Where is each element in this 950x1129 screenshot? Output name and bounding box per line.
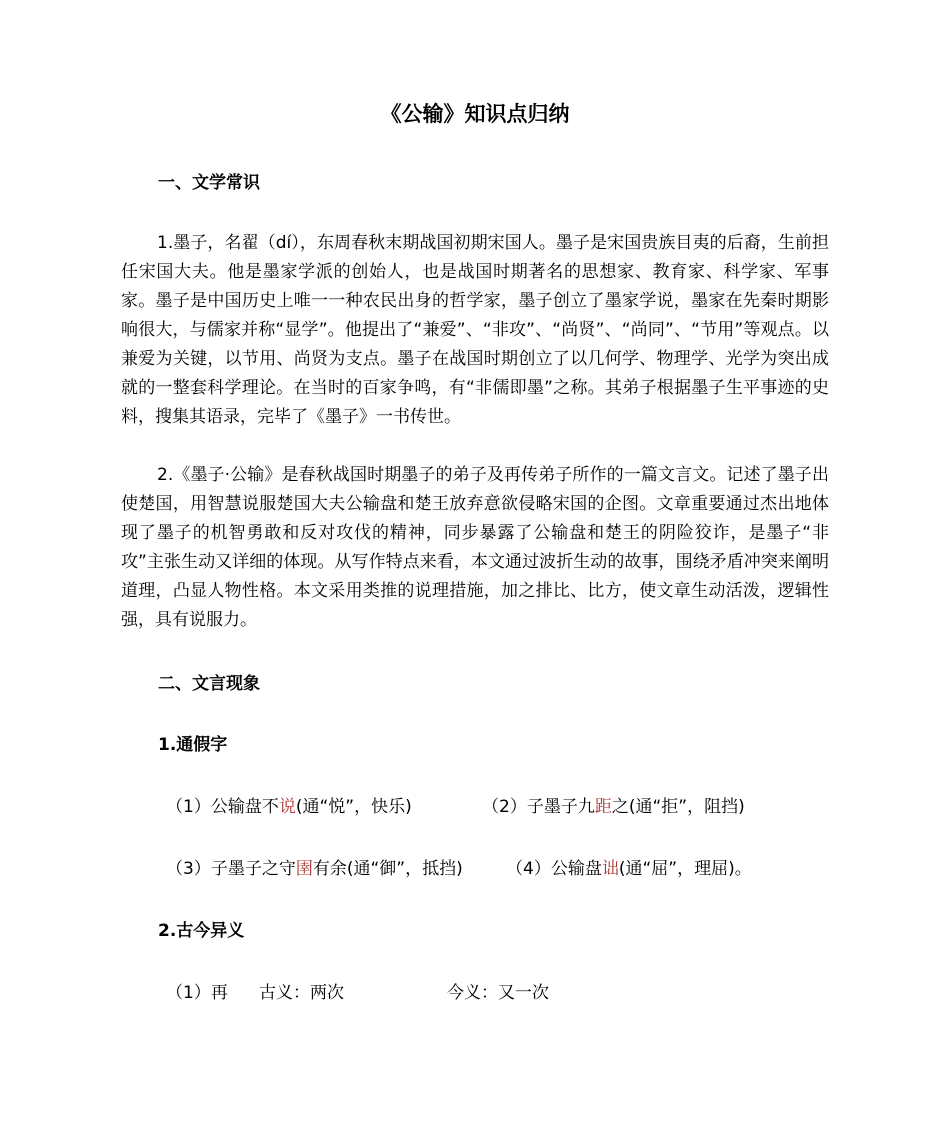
tongjiazi-item-2 (482, 794, 745, 820)
gujinyiyi-row-1 (166, 980, 549, 1006)
item-text: （3）子墨子之守 (166, 859, 296, 879)
highlight-char: 说 (278, 797, 296, 817)
tongjiazi-item-3 (166, 856, 506, 882)
tongjiazi-item-1 (166, 794, 482, 820)
item-note: 有余(通“御”，抵挡) (312, 859, 463, 879)
section-heading-classical: 二、文言现象 (158, 674, 260, 694)
tongjiazi-row-1 (166, 794, 745, 820)
highlight-char: 诎 (601, 859, 619, 879)
item-text: （1）公输盘不 (166, 797, 279, 817)
tongjiazi-row-2 (166, 856, 752, 882)
subheading-gujinyiyi: 2.古今异义 (158, 921, 245, 941)
page-title: 《公输》知识点归纳 (380, 102, 570, 126)
gujin-modern-meaning: 今义：又一次 (447, 983, 549, 1003)
subheading-tongjiazi: 1.通假字 (158, 735, 228, 755)
highlight-char: 圉 (295, 859, 313, 879)
tongjiazi-item-4 (506, 856, 752, 882)
gujin-ancient-meaning: 古义：两次 (259, 983, 344, 1003)
highlight-char: 距 (594, 797, 612, 817)
gujin-word: （1）再 (166, 983, 228, 1003)
item-text: （4）公输盘 (506, 859, 602, 879)
paragraph-gongshu-summary: 2.《墨子·公输》是春秋战国时期墨子的弟子及再传弟子所作的一篇文言文。记述了墨子出使楚国，用智慧说服楚国大夫公输盘和楚王放弃意欲侵略宋国的企图。文章重要通过杰出地体现了墨子的机智勇敢和反对攻伐的精神，同步暴露了公输盘和楚王的阴险狡诈，是墨子“非攻”主张生动又详细的体现。从写作特点来看，本文通过波折生动的故事，围绕矛盾冲突来阐明道理，凸显人物性格。本文采用类推的说理措施，加之排比、比方，使文章生动活泼，逻辑性强，具有说服力。 (121, 465, 829, 630)
paragraph-mozi-bio: 1.墨子，名翟（dí），东周春秋末期战国初期宋国人。墨子是宋国贵族目夷的后裔，生前担任宋国大夫。他是墨家学派的创始人，也是战国时期著名的思想家、教育家、科学家、军事家。墨子是中国历史上唯一一种农民出身的哲学家，墨子创立了墨家学说，墨家在先秦时期影响很大，与儒家并称“显学”。他提出了“兼爱”、“非攻”、“尚贤”、“尚同”、“节用”等观点。以兼爱为关键，以节用、尚贤为支点。墨子在战国时期创立了以几何学、物理学、光学为突出成就的一整套科学理论。在当时的百家争鸣，有“非儒即墨”之称。其弟子根据墨子生平事迹的史料，搜集其语录，完毕了《墨子》一书传世。 (121, 233, 829, 427)
item-note: (通“悦”，快乐) (295, 797, 412, 817)
item-text: （2）子墨子九 (482, 797, 595, 817)
item-note: (通“屈”，理屈)。 (618, 859, 752, 879)
section-heading-literature: 一、文学常识 (158, 173, 260, 193)
item-note: 之(通“拒”，阻挡) (611, 797, 745, 817)
